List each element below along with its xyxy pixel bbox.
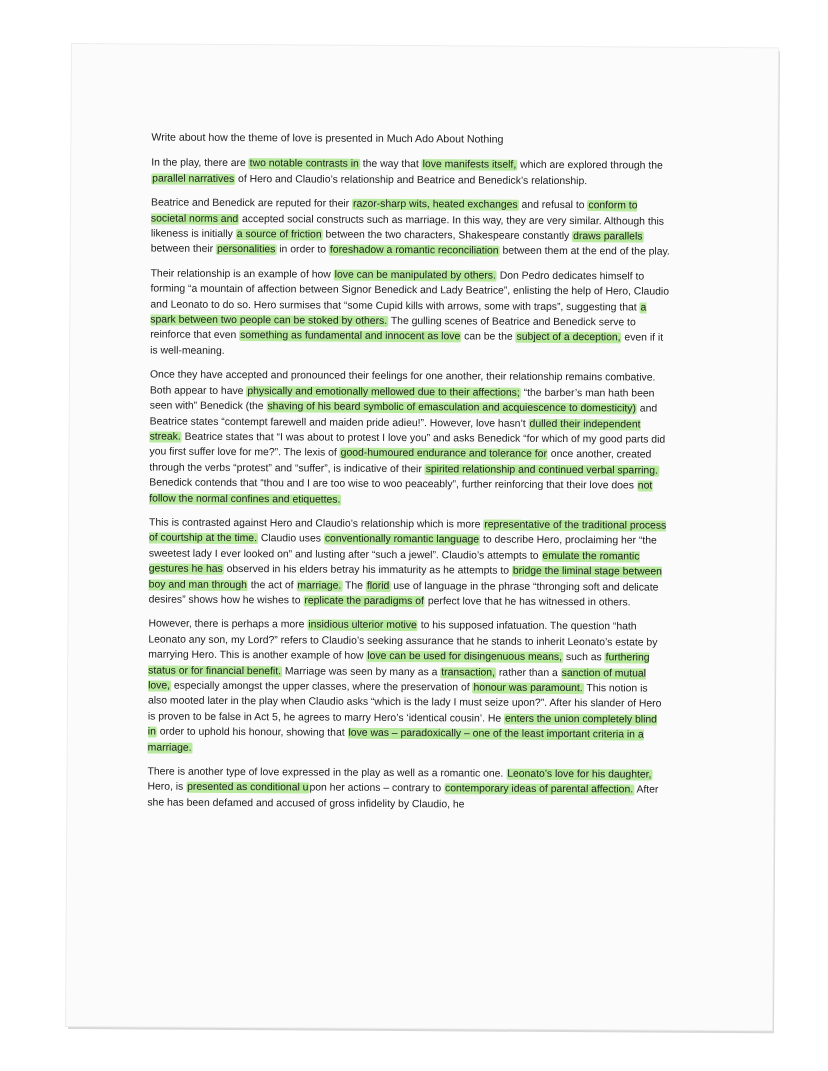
text-run: to describe Hero, proclaiming her “the sweetest lady I ever looked on” and lusting after “such a jewel”. Claudio’s attempts to [148, 534, 657, 562]
text-run: to his supposed infatuation. The question “hath Leonato any son, my Lord?” refers to Claudio’s seeking assurance that he stands to inherit Leonato’s estate by marrying Hero. This is another example of how [148, 620, 658, 662]
text-run: This notion is also mooted later in the play when Claudio asks “which is the lady I must seize upon?”. After his slander of Hero is proven to be false in Act 5, he agrees to marry Hero’s ‘identical cousin’. He [147, 683, 662, 725]
text-run: In the play, there are [151, 157, 249, 170]
text-run: the way that [359, 159, 422, 171]
essay-paragraph-3 [150, 266, 671, 362]
text-run: Benedick contends that “thou and I are too wise to woo peaceably”, further reinforcing that their love does [149, 477, 637, 492]
text-run: pon her actions – contrary to [309, 782, 445, 795]
text-run: Marriage was seen by many as a [281, 665, 441, 678]
highlighted-text: something as fundamental and innocent as love [240, 330, 461, 343]
highlighted-text: spirited relationship and continued verbal sparring. [425, 463, 658, 477]
highlighted-text: bridge the liminal stage between boy and man through [148, 565, 662, 591]
text-run: and refusal to [518, 199, 588, 212]
highlighted-text: a spark between two people can be stoked by others. [150, 302, 647, 327]
highlighted-text: honour was paramount. [473, 682, 583, 695]
text-run: especially amongst the upper classes, where the preservation of [170, 680, 473, 694]
text-run: After she has been defamed and accused of gross infidelity by Claudio, he [147, 784, 659, 811]
text-run: such as [563, 652, 605, 664]
essay-paragraph-4 [149, 368, 670, 510]
text-run: accepted social constructs such as marriage. In this way, they are very similar. Although this likeness is initially [150, 213, 665, 241]
text-run: and Beatrice states “contempt farewell and maiden pride adieu!”. However, love hasn’t [149, 403, 658, 430]
highlighted-text: razor-sharp wits, heated exchanges [353, 198, 518, 211]
highlighted-text: two notable contrasts in [249, 158, 359, 171]
highlighted-text: marriage. [297, 579, 342, 592]
highlighted-text: Leonato’s love for his daughter, [507, 768, 652, 781]
text-run: There is another type of love expressed in the play as well as a romantic one. [147, 766, 507, 780]
essay-body [147, 130, 671, 822]
highlighted-text: enters the union completely blind in [147, 713, 657, 738]
essay-paragraph-6 [148, 617, 669, 759]
text-run: which are explored through the [517, 160, 663, 173]
highlighted-text: a source of friction [236, 229, 322, 241]
highlighted-text: shaving of his beard symbolic of emasculation and acquiescence to domesticity) [267, 401, 636, 415]
text-run: once another, created through the verbs “protest” and “suffer”, is indicative of their [149, 449, 652, 475]
highlighted-text: presented as conditional u [187, 782, 309, 794]
text-run: However, there is perhaps a more [148, 618, 308, 631]
highlighted-text: personalities [216, 244, 276, 256]
highlighted-text: draws parallels [573, 231, 643, 243]
text-run: order to uphold his honour, showing that [156, 726, 348, 739]
highlighted-text: subject of a deception, [516, 332, 621, 344]
highlighted-text: representative of the traditional process of courtship at the time. [148, 519, 667, 545]
highlighted-text: replicate the paradigms of [304, 595, 424, 608]
highlighted-text: love can be manipulated by others. [334, 269, 496, 282]
text-run: Beatrice and Benedick are reputed for their [150, 197, 353, 210]
text-run: between them at the end of the play. [499, 246, 670, 259]
text-run: perfect love that he has witnessed in others. [424, 596, 631, 609]
text-run: of Hero and Claudio’s relationship and Beatrice and Benedick’s relationship. [235, 173, 588, 187]
text-run: even if it is well-meaning. [150, 332, 664, 357]
text-run: can be the [461, 331, 516, 344]
essay-paragraphs [147, 156, 671, 814]
text-run: This is contrasted against Hero and Claudio’s relationship which is more [149, 517, 484, 531]
highlighted-text: love can be used for disingenuous means, [367, 651, 563, 664]
text-run: between the two characters, Shakespeare constantly [322, 229, 573, 243]
highlighted-text: contemporary ideas of parental affection. [444, 783, 634, 796]
text-run: the act of [247, 579, 297, 591]
highlighted-text: good-humoured endurance and tolerance for [340, 447, 547, 461]
text-run: Their relationship is an example of how [150, 268, 334, 281]
essay-paragraph-2 [151, 196, 671, 261]
highlighted-text: conventionally romantic language [324, 533, 480, 546]
text-run: The gulling scenes of Beatrice and Benedick serve to reinforce that even [150, 315, 636, 342]
essay-paragraph-1 [151, 156, 671, 190]
highlighted-text: foreshadow a romantic reconciliation [329, 245, 499, 258]
highlighted-text: physically and emotionally mellowed due to their affections; [247, 385, 520, 399]
paper-sheet [66, 44, 778, 1030]
highlighted-text: transaction, [441, 666, 496, 679]
highlighted-text: not follow the normal confines and etiquettes. [149, 480, 653, 506]
essay-title: Write about how the theme of love is presented in Much Ado About Nothing [151, 131, 504, 146]
text-run: observed in his elders betray his immaturity as he attempts to [223, 564, 512, 577]
highlighted-text: florid [366, 580, 390, 592]
highlighted-text: dulled their independent streak. [149, 418, 641, 443]
text-run: The [342, 580, 366, 592]
highlighted-text: love was – paradoxically – one of the least important criteria in a marriage. [147, 727, 644, 754]
text-run: Once they have accepted and pronounced their feelings for one another, their relationship remains combative. Both appear to have [149, 369, 656, 397]
text-run: “the barber’s man hath been seen with” Benedick (the [149, 387, 655, 413]
highlighted-text: emulate the romantic gestures he has [148, 550, 640, 576]
highlighted-text: love manifests itself, [422, 159, 517, 172]
text-run: in order to [276, 244, 329, 257]
highlighted-text: parallel narratives [152, 173, 235, 185]
text-run: rather than a [495, 667, 561, 679]
text-run: between their [150, 243, 217, 256]
highlighted-text: insidious ulterior motive [308, 619, 417, 632]
essay-paragraph-5 [149, 515, 670, 611]
text-run: Hero, is [147, 781, 187, 794]
text-run: Beatrice states that “I was about to protest I love you” and asks Benedick “for which of my good parts did you first suffer love for me?”. The lexis of [149, 431, 666, 459]
text-run: Don Pedro dedicates himself to forming “a mountain of affection between Signor Benedick and Lady Beatrice”, enlisting the help of Hero, Claudio and Leonato to do so. Hero surmises that “some Cupid kills with arrows, some with traps”, suggesting that [150, 270, 670, 314]
text-run: use of language in the phrase “thronging soft and delicate desires” shows how he wishes to [148, 580, 659, 607]
text-run: Claudio uses [257, 533, 324, 545]
essay-paragraph-7 [147, 765, 667, 814]
highlighted-text: conform to societal norms and [150, 200, 638, 225]
highlighted-text: furthering status or for financial benefit. [148, 652, 650, 677]
highlighted-text: sanction of mutual love, [148, 667, 647, 692]
